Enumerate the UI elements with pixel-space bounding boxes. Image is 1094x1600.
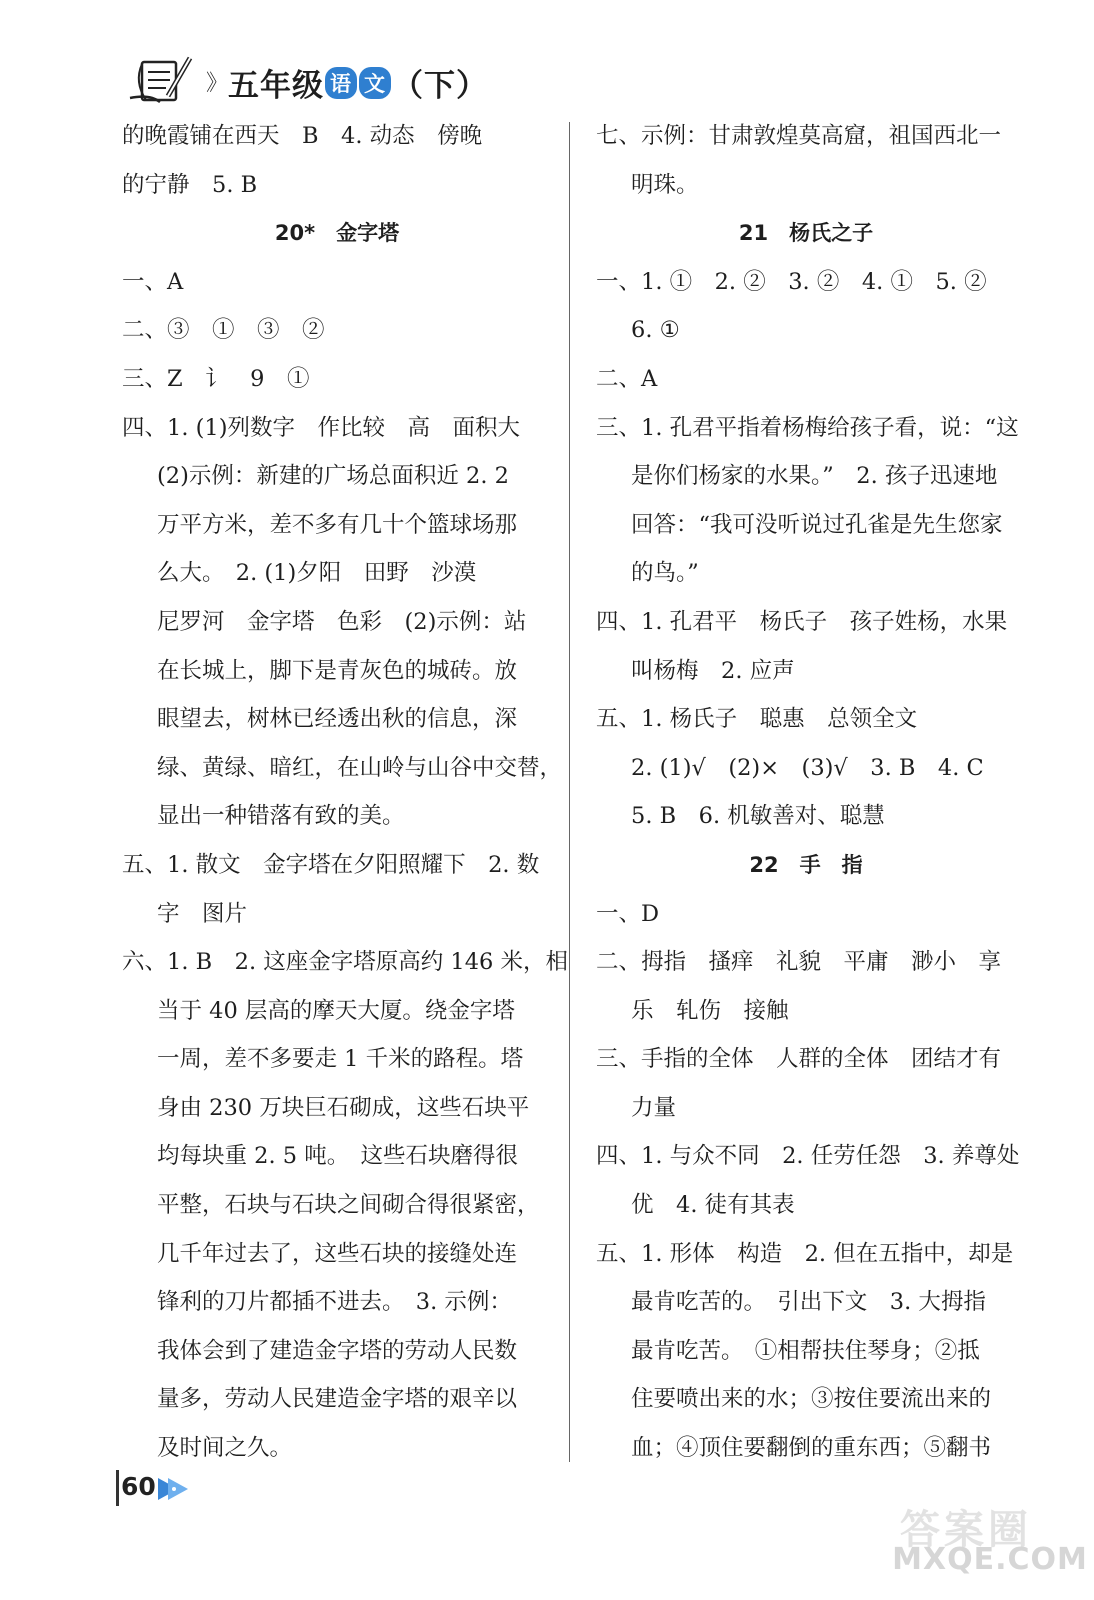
answer-line: 身由 230 万块巨石砌成，这些石块平: [157, 1094, 530, 1121]
answer-line: 三、Z 讠 9 ①: [122, 365, 310, 392]
answer-line: 万平方米，差不多有几十个篮球场那: [157, 511, 518, 538]
page-arrow-icon: [156, 1474, 190, 1504]
section-heading: 21 杨氏之子: [738, 221, 874, 246]
answer-line: 么大。 2. (1)夕阳 田野 沙漠: [157, 560, 477, 587]
header-grade: 五年级: [228, 68, 324, 104]
answer-line: 五、1. 散文 金字塔在夕阳照耀下 2. 数: [122, 851, 540, 878]
answer-line: 叫杨梅 2. 应声: [631, 657, 795, 684]
answer-line: 尼罗河 金字塔 色彩 (2)示例：站: [157, 608, 527, 635]
answer-line: 及时间之久。: [157, 1435, 293, 1462]
answer-line: 在长城上，脚下是青灰色的城砖。放: [157, 657, 518, 684]
answer-line: 四、1. 孔君平 杨氏子 孩子姓杨，水果: [596, 608, 1008, 635]
answer-line: 6. ①: [631, 317, 680, 344]
page-number-bar: [116, 1470, 119, 1506]
answer-line: 一、A: [122, 268, 184, 295]
answer-line: 血；④顶住要翻倒的重东西；⑤翻书: [631, 1435, 992, 1462]
header-title: [228, 60, 488, 105]
watermark-cn: 答案圈: [900, 1507, 1032, 1553]
answer-line: 乐 轧伤 接触: [631, 997, 789, 1024]
answer-line: 一、D: [596, 900, 660, 927]
watermark: [890, 1498, 1090, 1598]
left-column: [122, 112, 569, 1473]
answer-line: 力量: [631, 1094, 677, 1121]
notebook-pencil-icon: [128, 52, 200, 108]
answer-line: 三、1. 孔君平指着杨梅给孩子看，说：“这: [596, 414, 1019, 441]
answer-line: 二、拇指 搔痒 礼貌 平庸 渺小 享: [596, 949, 1002, 976]
answer-line: 三、手指的全体 人群的全体 团结才有: [596, 1046, 1002, 1073]
answer-line: 四、1. (1)列数字 作比较 高 面积大: [122, 414, 520, 441]
answer-line: 显出一种错落有致的美。: [157, 803, 405, 830]
answer-line: 明珠。: [631, 171, 699, 198]
answer-line: 我体会到了建造金字塔的劳动人民数: [157, 1337, 518, 1364]
answer-line: 当于 40 层高的摩天大厦。绕金字塔: [157, 997, 515, 1024]
answer-line: 最肯吃苦。 ①相帮扶住琴身；②抵: [631, 1337, 980, 1364]
answer-line: 量多，劳动人民建造金字塔的艰辛以: [157, 1386, 518, 1413]
answer-line: 眼望去，树林已经透出秋的信息，深: [157, 706, 518, 733]
answer-line: 四、1. 与众不同 2. 任劳任怨 3. 养尊处: [596, 1143, 1020, 1170]
subject-badge-1: 语: [325, 67, 357, 99]
answer-line: 几千年过去了，这些石块的接缝处连: [157, 1240, 518, 1267]
subject-badge-2: 文: [359, 67, 391, 99]
answer-line: 五、1. 杨氏子 聪惠 总领全文: [596, 706, 918, 733]
answer-line: 的鸟。”: [631, 560, 699, 587]
answer-line: 最肯吃苦的。 引出下文 3. 大拇指: [631, 1289, 986, 1316]
section-heading: 22 手 指: [749, 852, 863, 877]
page-number: 60: [121, 1472, 156, 1501]
section-heading: 20* 金字塔: [274, 221, 400, 246]
answer-line: 平整，石块与石块之间砌合得很紧密，: [157, 1192, 540, 1219]
answer-line: 均每块重 2. 5 吨。 这些石块磨得很: [157, 1143, 518, 1170]
watermark-url: MXQE.COM: [892, 1542, 1088, 1577]
answer-line: 绿、黄绿、暗红，在山岭与山谷中交替，: [157, 754, 563, 781]
answer-line: 住要喷出来的水；③按住要流出来的: [631, 1386, 992, 1413]
page-footer: [116, 1470, 236, 1510]
header-term: （下）: [392, 68, 488, 104]
right-column: [596, 112, 1020, 1473]
header-chevron: 》: [206, 71, 229, 96]
column-divider: [569, 122, 570, 1462]
answer-line: 回答：“我可没听说过孔雀是先生您家: [631, 511, 1003, 538]
answer-line: 六、1. B 2. 这座金字塔原高约 146 米，相: [122, 949, 569, 976]
answer-line: 是你们杨家的水果。” 2. 孩子迅速地: [631, 463, 998, 490]
answer-line: 锋利的刀片都插不进去。 3. 示例：: [157, 1289, 512, 1316]
answer-line: 5. B 6. 机敏善对、聪慧: [631, 803, 885, 830]
answer-line: 2. (1)√ (2)× (3)√ 3. B 4. C: [631, 754, 984, 781]
answer-line: 二、A: [596, 365, 658, 392]
answer-line: 的宁静 5. B: [122, 171, 258, 198]
answer-line: 七、示例：甘肃敦煌莫高窟，祖国西北一: [596, 123, 1002, 149]
answer-line: 一、1. ① 2. ② 3. ② 4. ① 5. ②: [596, 268, 987, 295]
answer-line: 字 图片: [157, 900, 248, 927]
answer-line: 一周，差不多要走 1 千米的路程。塔: [157, 1046, 524, 1073]
page-header: [128, 52, 588, 112]
answer-line: 二、③ ① ③ ②: [122, 317, 325, 344]
answer-line: 五、1. 形体 构造 2. 但在五指中，却是: [596, 1240, 1014, 1267]
answer-line: 的晚霞铺在西天 B 4. 动态 傍晚: [122, 123, 483, 149]
answer-line: 优 4. 徒有其表: [631, 1192, 795, 1219]
answer-line: (2)示例：新建的广场总面积近 2. 2: [157, 463, 509, 490]
